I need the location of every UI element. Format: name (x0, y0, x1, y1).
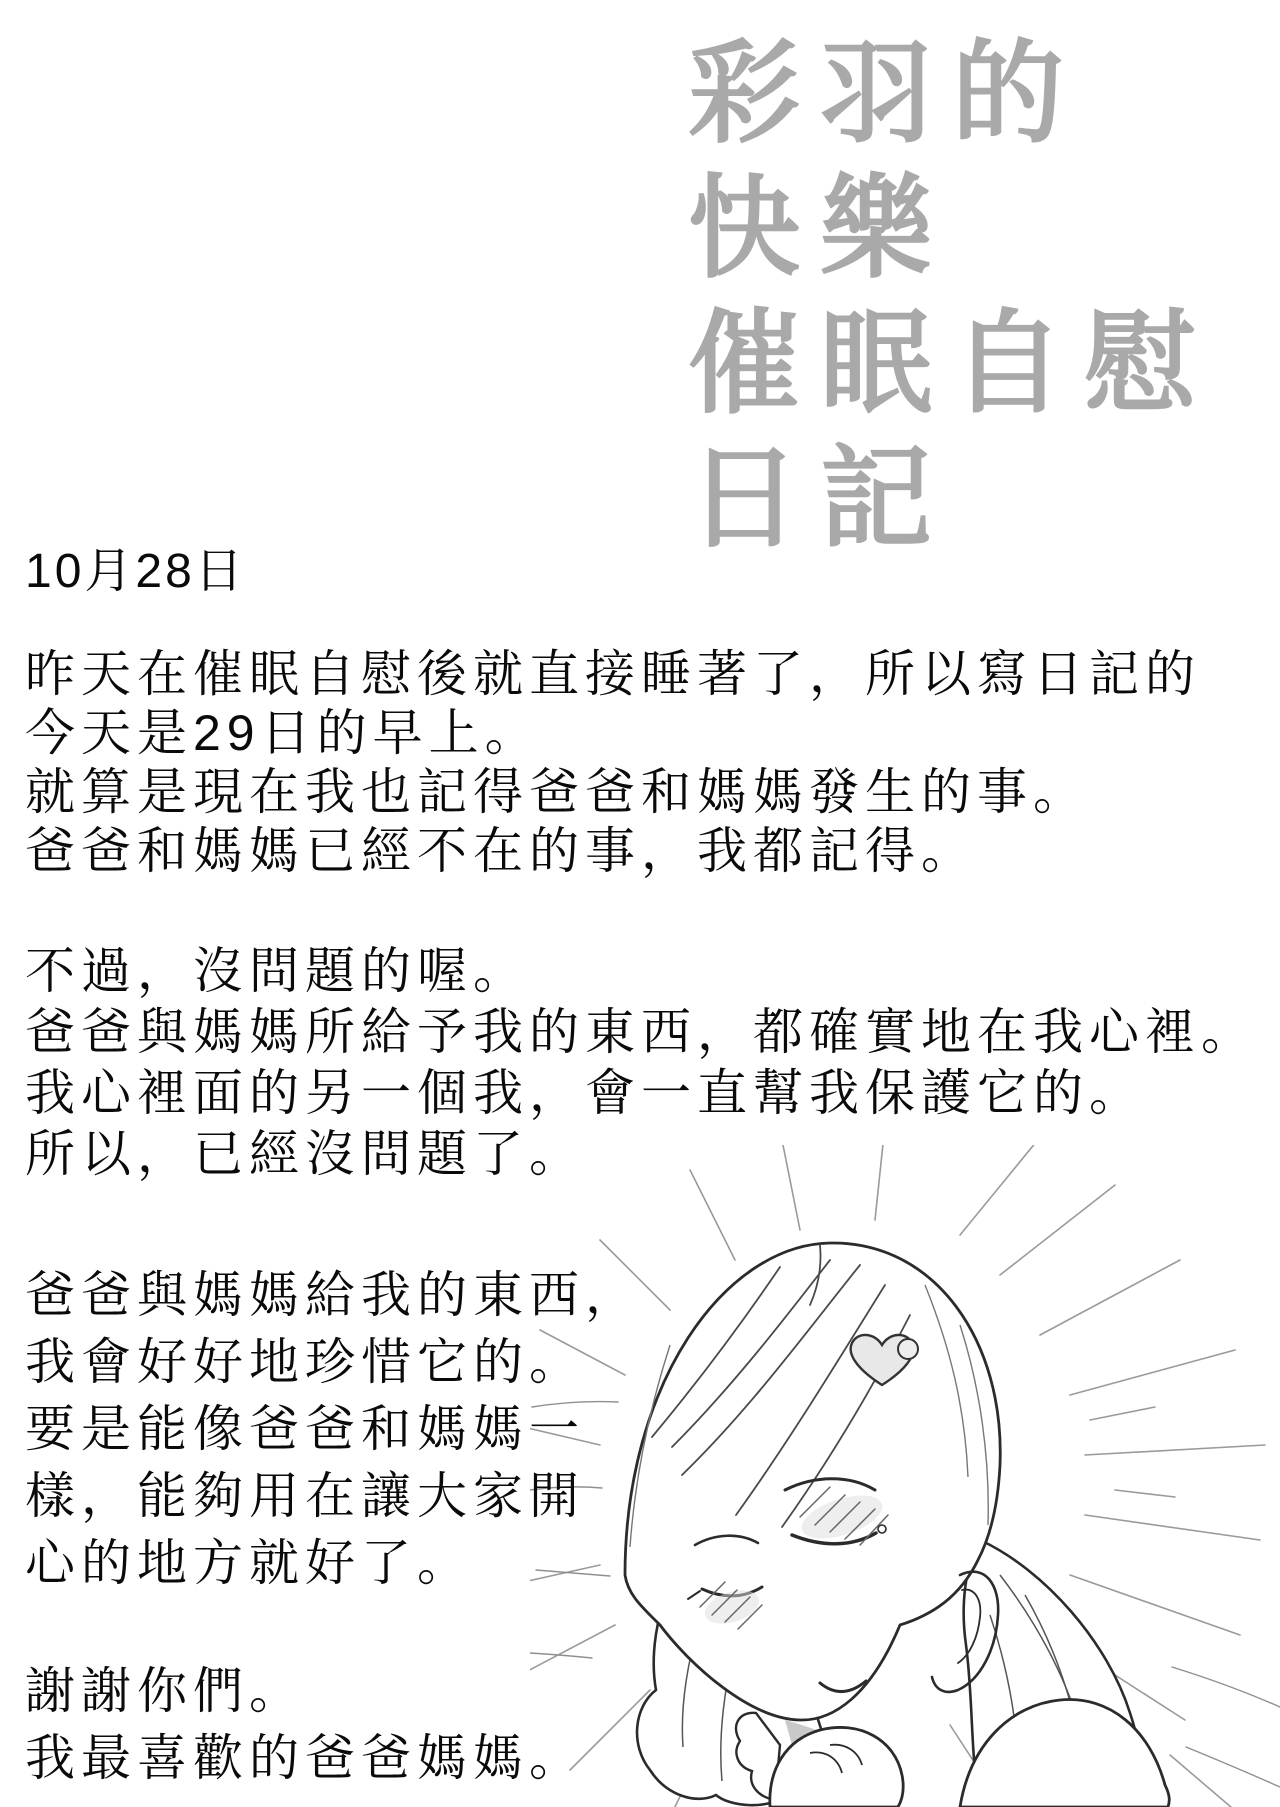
text-line: 我心裡面的另一個我，會一直幫我保護它的。 (25, 1065, 1145, 1121)
text-line: 不過，沒問題的喔。 (25, 943, 529, 999)
entry-date: 10月28日 (25, 545, 246, 598)
paragraph-2 (25, 941, 1257, 1185)
text-line: 爸爸與媽媽給我的東西， (25, 1267, 641, 1323)
text-line: 要是能像爸爸和媽媽一 (25, 1401, 585, 1457)
text-line: 今天是29日的早上。 (25, 705, 541, 761)
title-line-1: 彩羽的 (688, 31, 1084, 156)
text-line: 我會好好地珍惜它的。 (25, 1334, 585, 1390)
page-title (688, 26, 1216, 566)
text-line: 昨天在催眠自慰後就直接睡著了，所以寫日記的 (25, 646, 1201, 702)
text-line: 樣，能夠用在讓大家開 (25, 1468, 585, 1524)
text-line: 我最喜歡的爸爸媽媽。 (25, 1730, 585, 1786)
paragraph-1 (25, 645, 1201, 881)
text-line: 所以，已經沒問題了。 (25, 1126, 585, 1182)
paragraph-4 (25, 1658, 585, 1792)
title-line-3: 催眠自慰 (688, 301, 1216, 426)
title-line-2: 快樂 (688, 166, 952, 291)
text-line: 心的地方就好了。 (25, 1535, 473, 1591)
title-line-4: 日記 (688, 436, 952, 561)
sleeping-girl-illustration (530, 1145, 1280, 1807)
paragraph-3 (25, 1262, 641, 1597)
text-line: 爸爸與媽媽所給予我的東西，都確實地在我心裡。 (25, 1004, 1257, 1060)
text-line: 謝謝你們。 (25, 1663, 305, 1719)
text-line: 就算是現在我也記得爸爸和媽媽發生的事。 (25, 764, 1089, 820)
text-line: 爸爸和媽媽已經不在的事，我都記得。 (25, 823, 977, 879)
